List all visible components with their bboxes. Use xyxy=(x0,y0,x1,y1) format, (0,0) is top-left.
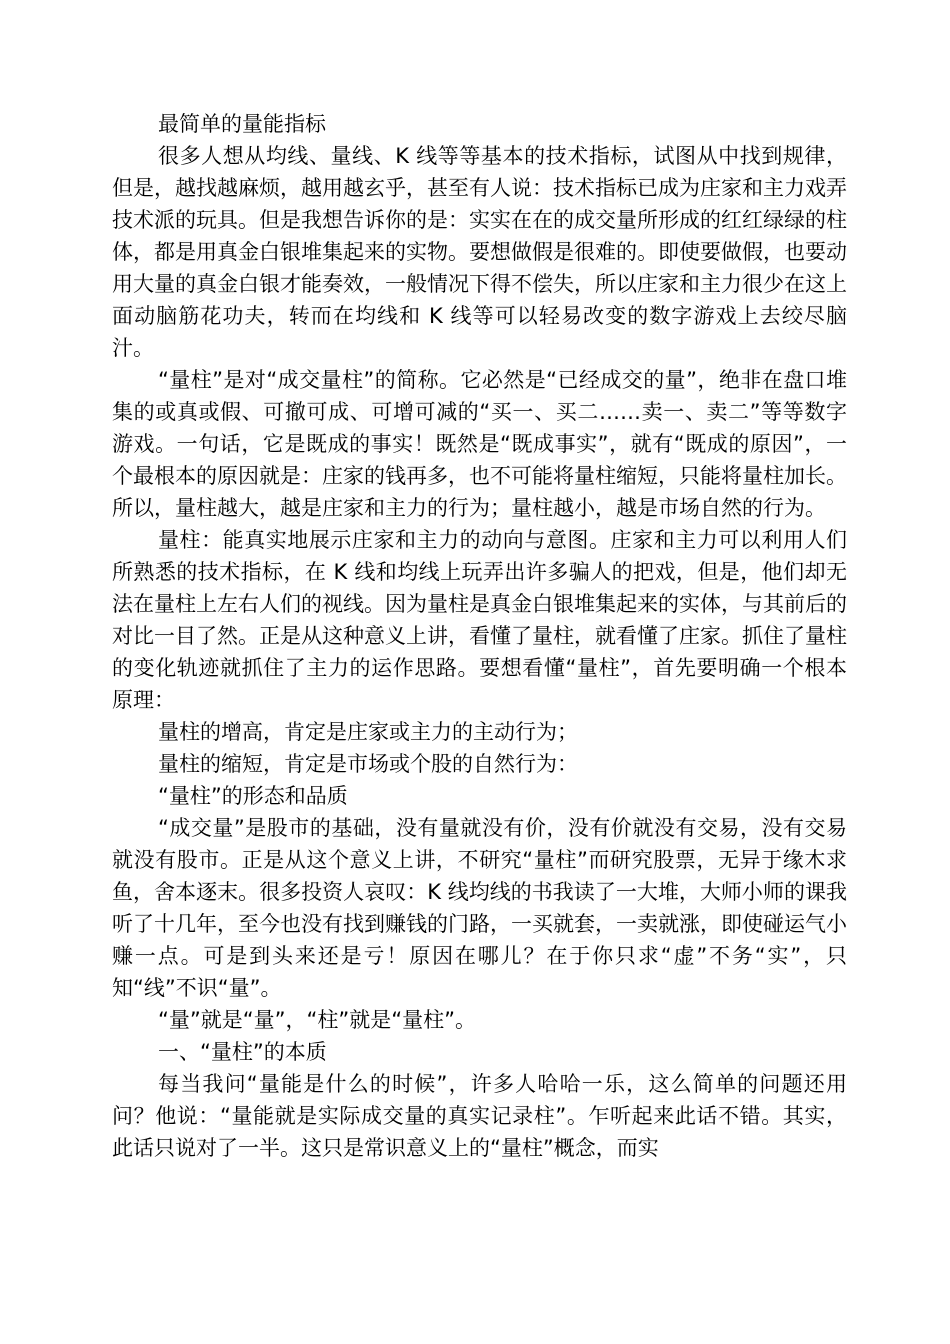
paragraph-principle-decrease: 量柱的缩短，肯定是市场或个股的自然行为： xyxy=(158,752,578,776)
paragraph-volume-bar-reveals-dealer: 量柱：能真实地展示庄家和主力的动向与意图。庄家和主力可以利用人们所熟悉的技术指标，在 K 线和均线上玩弄出许多骗人的把戏，但是，他们却无法在量柱上左右人们的视线。因为量柱是真金白银堆集起来的实体，与其前后的对比一目了然。正是从这种意义上讲，看懂了量柱，就看懂了庄家。抓住了量柱的变化轨迹就抓住了主力的运作思路。要想看懂“量柱”，首先要明确一个根本原理： xyxy=(112,528,847,712)
paragraph-principle-increase: 量柱的增高，肯定是庄家或主力的主动行为； xyxy=(158,720,578,744)
document-page xyxy=(112,108,847,1164)
section-heading-essence: 一、“量柱”的本质 xyxy=(158,1040,327,1064)
paragraph-volume-is-volume: “量”就是“量”，“柱”就是“量柱”。 xyxy=(158,1008,477,1032)
section-heading-form-and-quality: “量柱”的形态和品质 xyxy=(158,784,348,808)
document-title: 最简单的量能指标 xyxy=(158,112,326,136)
paragraph-intro: 很多人想从均线、量线、K 线等等基本的技术指标，试图从中找到规律，但是，越找越麻烦，越用越玄乎，甚至有人说：技术指标已成为庄家和主力戏弄技术派的玩具。但是我想告诉你的是：实实在在的成交量所形成的红红绿绿的柱体，都是用真金白银堆集起来的实物。要想做假是很难的。即使要做假，也要动用大量的真金白银才能奏效，一般情况下得不偿失，所以庄家和主力很少在这上面动脑筋花功夫，转而在均线和 K 线等可以轻易改变的数字游戏上去绞尽脑汁。 xyxy=(112,144,847,360)
paragraph-essence-question: 每当我问“量能是什么的时候”，许多人哈哈一乐，这么简单的问题还用问？他说：“量能就是实际成交量的真实记录柱”。乍听起来此话不错。其实，此话只说对了一半。这只是常识意义上的“量柱”概念，而实 xyxy=(112,1072,847,1160)
paragraph-volume-bar-definition: “量柱”是对“成交量柱”的简称。它必然是“已经成交的量”，绝非在盘口堆集的或真或假、可撤可成、可增可减的“买一、买二……卖一、卖二”等等数字游戏。一句话，它是既成的事实！既然是“既成事实”，就有“既成的原因”，一个最根本的原因就是：庄家的钱再多，也不可能将量柱缩短，只能将量柱加长。所以，量柱越大，越是庄家和主力的行为；量柱越小，越是市场自然的行为。 xyxy=(112,368,847,520)
paragraph-volume-foundation: “成交量”是股市的基础，没有量就没有价，没有价就没有交易，没有交易就没有股市。正是从这个意义上讲，不研究“量柱”而研究股票，无异于缘木求鱼，舍本逐末。很多投资人哀叹：K 线均线的书我读了一大堆，大师小师的课我听了十几年，至今也没有找到赚钱的门路，一买就套，一卖就涨，即使碰运气小赚一点。可是到头来还是亏！原因在哪儿？在于你只求“虚”不务“实”，只知“线”不识“量”。 xyxy=(112,816,847,1000)
